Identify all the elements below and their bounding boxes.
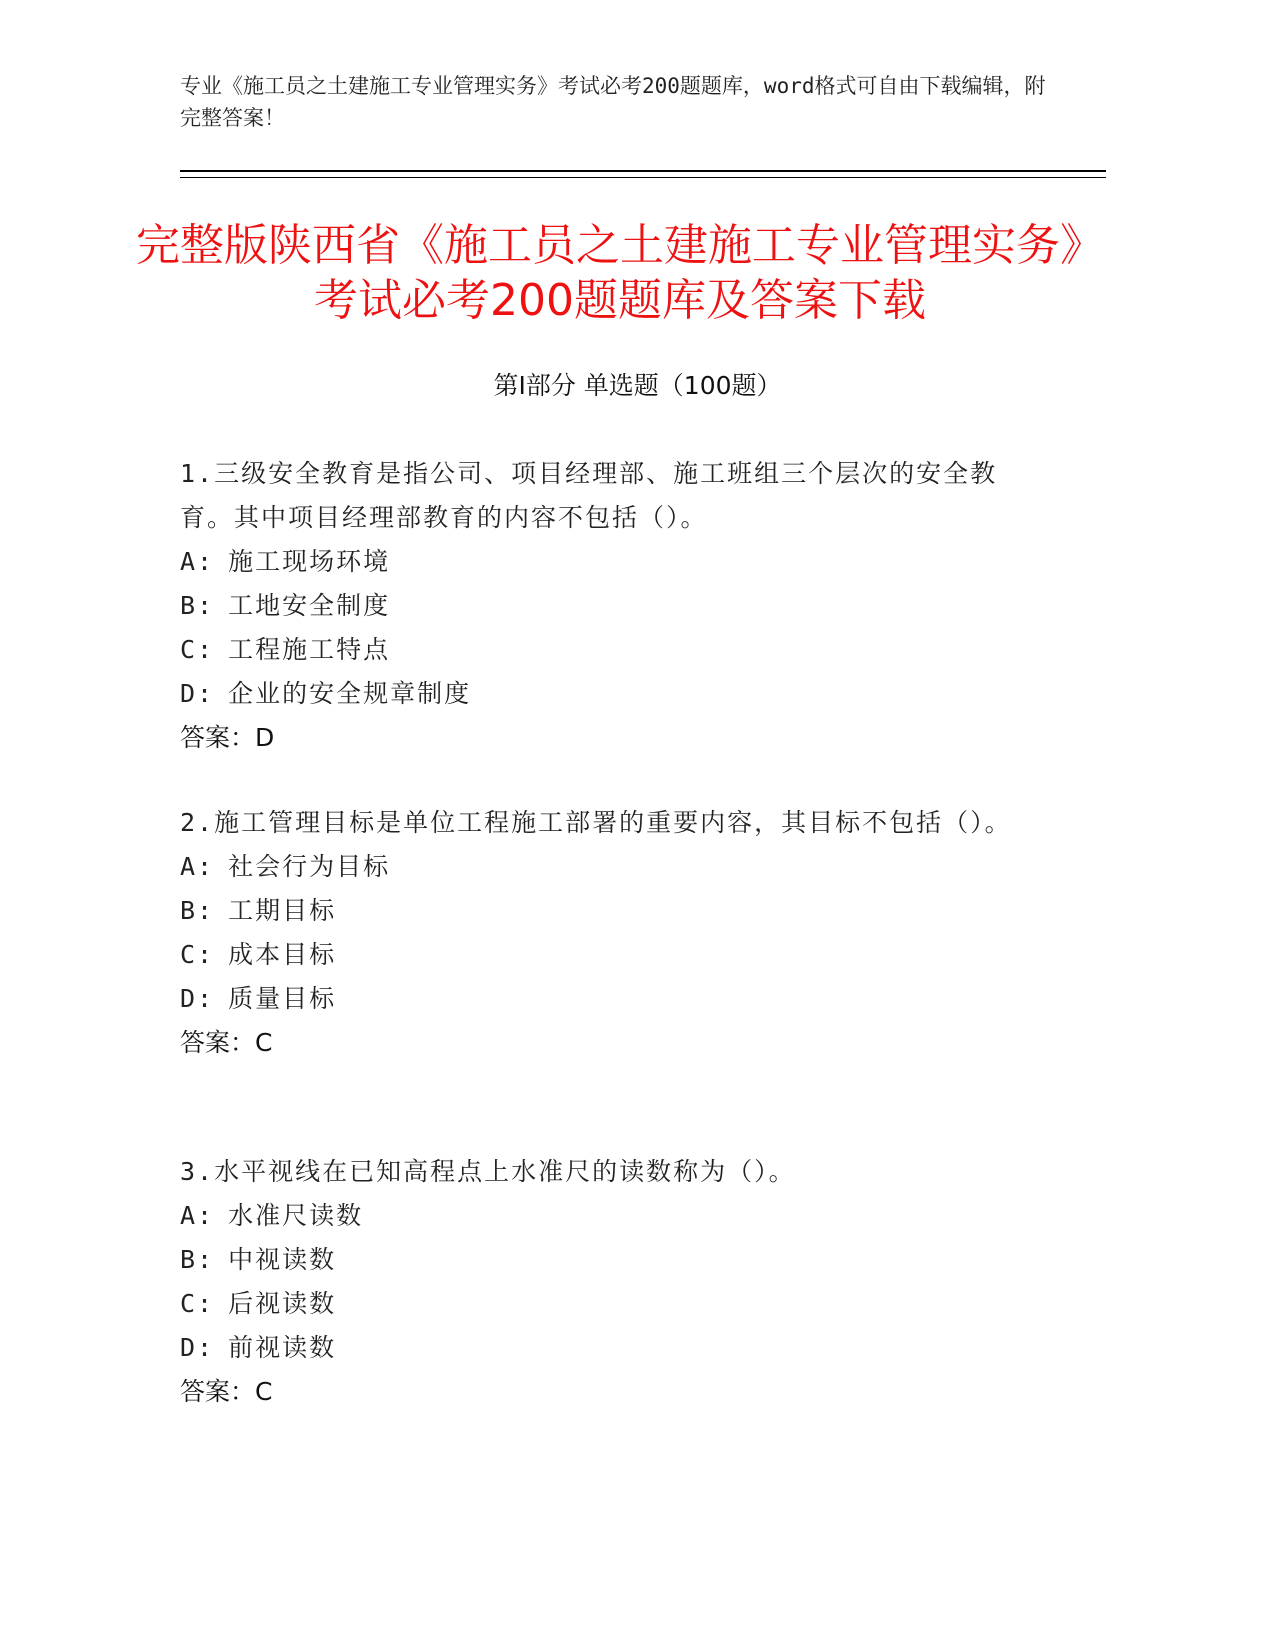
option-b [180,889,1040,933]
option-text: 工期目标 [228,896,337,925]
option-text: 质量目标 [228,984,337,1013]
section-heading: 第Ⅰ部分 单选题（100题） [493,371,782,400]
option-d [180,1326,1040,1370]
option-text: 施工现场环境 [228,547,391,576]
answer-value: D [255,723,275,752]
question-1 [180,452,1040,760]
answer-prefix: 答案： [180,723,256,752]
answer-prefix: 答案： [180,1028,256,1057]
header-rule-thin [180,177,1106,178]
question-3 [180,1150,1040,1414]
option-a [180,845,1040,889]
option-b [180,1238,1040,1282]
option-c [180,628,1040,672]
option-key: B: [180,896,215,925]
option-key: C: [180,1289,215,1318]
question-stem: 3.水平视线在已知高程点上水准尺的读数称为（）。 [180,1157,796,1186]
question-stem: 2.施工管理目标是单位工程施工部署的重要内容，其目标不包括（）。 [180,808,1012,837]
answer-line [180,1370,1040,1414]
option-key: A: [180,547,215,576]
option-key: C: [180,635,215,664]
option-text: 企业的安全规章制度 [228,679,472,708]
option-b [180,584,1040,628]
option-key: A: [180,1201,215,1230]
option-key: D: [180,984,215,1013]
question-2 [180,801,1040,1065]
option-d [180,977,1040,1021]
answer-value: C [255,1028,273,1057]
answer-line [180,1021,1040,1065]
option-text: 前视读数 [228,1333,337,1362]
option-a [180,540,1040,584]
header-note: 专业《施工员之土建施工专业管理实务》考试必考200题题库，word格式可自由下载编辑，附完整答案！ [180,74,1046,130]
document-title: 完整版陕西省《施工员之土建施工专业管理实务》考试必考200题题库及答案下载 [136,220,1104,326]
option-key: B: [180,591,215,620]
option-a [180,1194,1040,1238]
option-c [180,1282,1040,1326]
option-key: D: [180,679,215,708]
option-text: 工程施工特点 [228,635,391,664]
question-stem: 1.三级安全教育是指公司、项目经理部、施工班组三个层次的安全教育。其中项目经理部教育的内容不包括（）。 [180,459,998,532]
option-text: 后视读数 [228,1289,337,1318]
option-key: A: [180,852,215,881]
option-text: 工地安全制度 [228,591,391,620]
option-key: C: [180,940,215,969]
option-key: D: [180,1333,215,1362]
option-text: 成本目标 [228,940,337,969]
option-c [180,933,1040,977]
answer-prefix: 答案： [180,1377,256,1406]
answer-line [180,716,1040,760]
option-key: B: [180,1245,215,1274]
answer-value: C [255,1377,273,1406]
option-d [180,672,1040,716]
header-rule-thick [180,170,1106,172]
option-text: 社会行为目标 [228,852,391,881]
option-text: 中视读数 [228,1245,337,1274]
option-text: 水准尺读数 [228,1201,364,1230]
